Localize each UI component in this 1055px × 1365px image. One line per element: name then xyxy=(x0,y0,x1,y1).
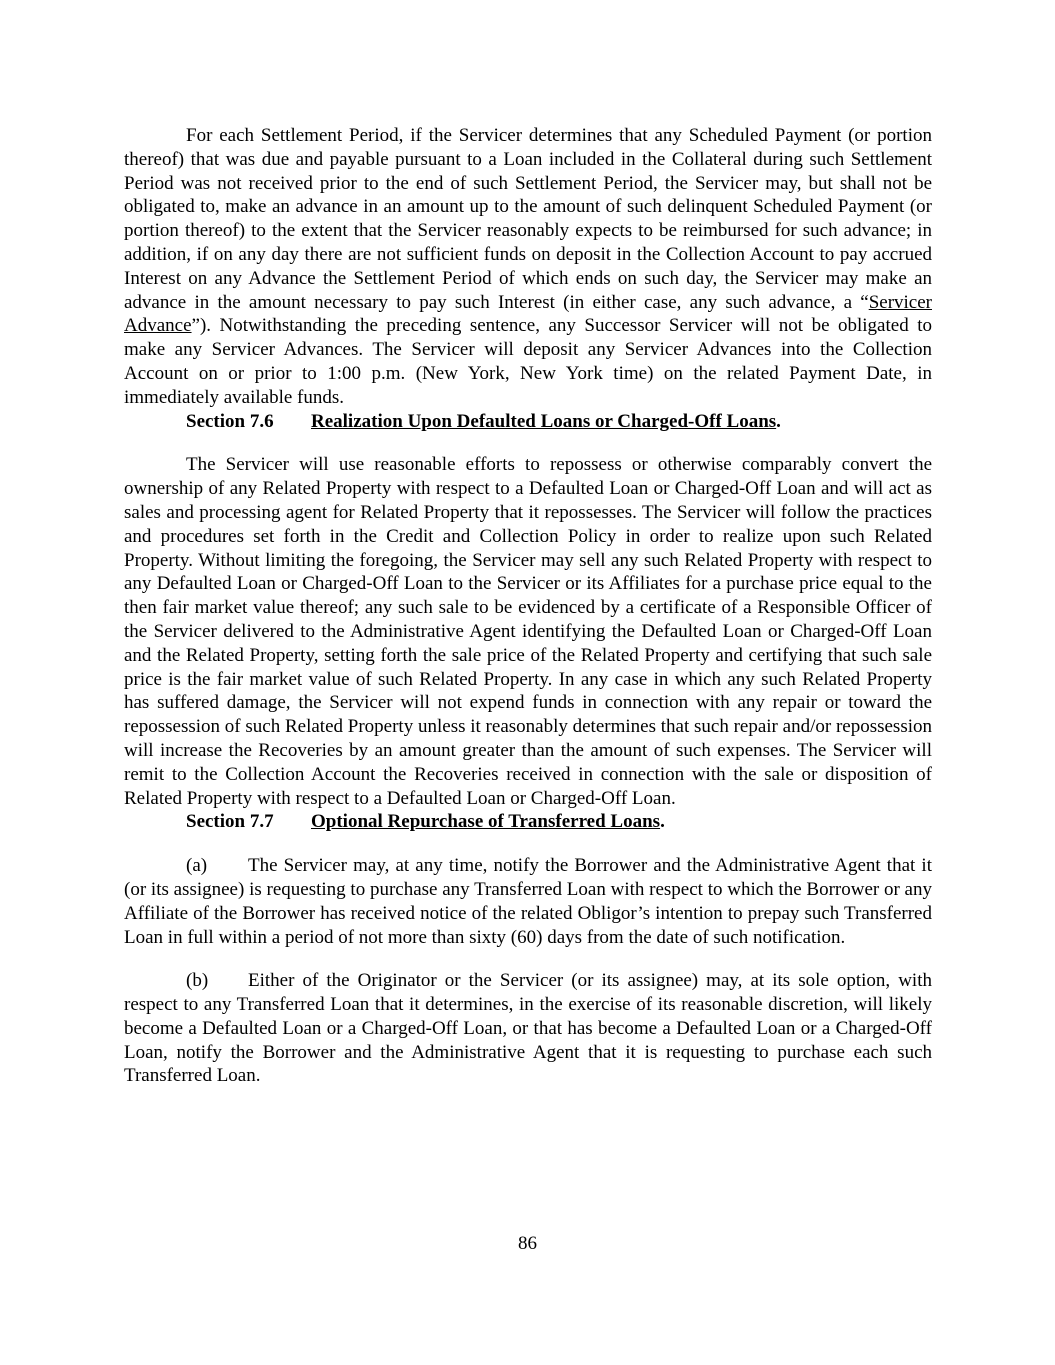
section-heading-7-7 xyxy=(124,810,932,834)
defined-term-servicer-advance: Servicer Advance xyxy=(124,291,932,337)
page-number: 86 xyxy=(518,1233,537,1254)
subsection-b xyxy=(124,969,932,1088)
section-heading-7-6 xyxy=(124,410,932,434)
subsection-text: Either of the Originator or the Servicer (or its assignee) may, at its sole option, with respect to any Transferred Loan that it determines, in the exercise of its reasonable discretion, will likely become a Defaulted Loan or a Charged-Off Loan, or that has become a Defaulted Loan or a Charged-Off Loan, notify the Borrower and the Administrative Agent that it is requesting to purchase each such Transferred Loan. xyxy=(124,970,932,1087)
document-page xyxy=(124,124,932,1088)
subsection-a xyxy=(124,854,932,949)
section-title: Optional Repurchase of Transferred Loans xyxy=(311,811,661,833)
paragraph-text: ”). Notwithstanding the preceding sentence, any Successor Servicer will not be obligated to make any Servicer Advances. The Servicer will deposit any Servicer Advances into the Collection Account on or prior to 1:00 p.m. (New York, New York time) on the related Payment Date, in immediately available funds. xyxy=(124,315,932,408)
subsection-label: (b) xyxy=(186,970,209,992)
section-number: Section 7.6 xyxy=(186,410,274,432)
section-title-period: . xyxy=(660,811,665,833)
subsection-text: The Servicer may, at any time, notify the Borrower and the Administrative Agent that it (or its assignee) is requesting to purchase any Transferred Loan with respect to which the Borrower or any Affiliate of the Borrower has received notice of the related Obligor’s intention to prepay such Transferred Loan in full within a period of not more than sixty (60) days from the date of such notification. xyxy=(124,855,932,948)
section-title-period: . xyxy=(776,410,781,432)
paragraph-realization: The Servicer will use reasonable efforts to repossess or otherwise comparably convert the ownership of any Related Property with respect to a Defaulted Loan or Charged-Off Loan and will act as sales and processing agent for Related Property that it repossesses. The Servicer will follow the practices and procedures set forth in the Credit and Collection Policy in order to realize upon such Related Property. Without limiting the foregoing, the Servicer may sell any such Related Property with respect to any Defaulted Loan or Charged-Off Loan to the Servicer or its Affiliates for a purchase price equal to the then fair market value thereof; any such sale to be evidenced by a certificate of a Responsible Officer of the Servicer delivered to the Administrative Agent identifying the Defaulted Loan or Charged-Off Loan and the Related Property, setting forth the sale price of the Related Property and certifying that such sale price is the fair market value of such Related Property. In any case in which any such Related Property has suffered damage, the Servicer will not expend funds in connection with any repair or toward the repossession of such Related Property unless it reasonably determines that such repair and/or repossession will increase the Recoveries by an amount greater than the amount of such expenses. The Servicer will remit to the Collection Account the Recoveries received in connection with the sale or disposition of Related Property with respect to a Defaulted Loan or Charged-Off Loan. xyxy=(124,454,932,809)
paragraph-servicer-advances xyxy=(124,124,932,410)
paragraph-text: For each Settlement Period, if the Servicer determines that any Scheduled Payment (or portion thereof) that was due and payable pursuant to a Loan included in the Collateral during such Settlement Period was not received prior to the end of such Settlement Period, the Servicer may, but shall not be obligated to, make an advance in an amount up to the amount of such delinquent Scheduled Payment (or portion thereof) to the extent that the Servicer reasonably expects to be reimbursed for such advance; in addition, if on any day there are not sufficient funds on deposit in the Collection Account to pay accrued Interest on any Advance the Settlement Period of which ends on such day, the Servicer may make an advance in the amount necessary to pay such Interest (in either case, any such advance, a “ xyxy=(124,125,932,313)
section-number: Section 7.7 xyxy=(186,811,274,833)
subsection-label: (a) xyxy=(186,855,208,877)
section-title: Realization Upon Defaulted Loans or Charged-Off Loans xyxy=(311,410,777,432)
